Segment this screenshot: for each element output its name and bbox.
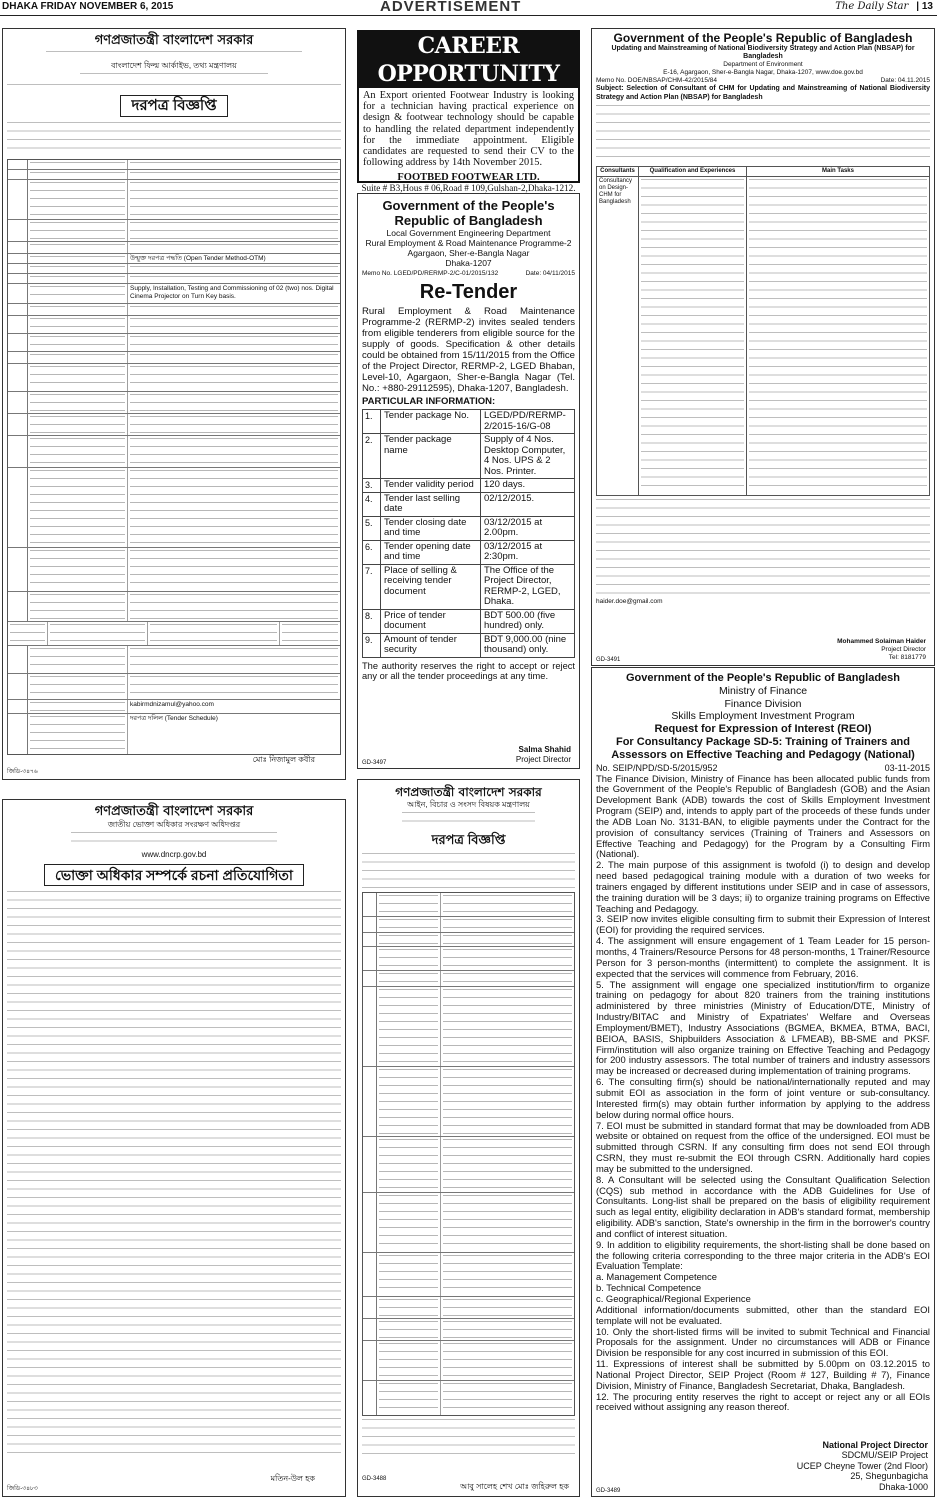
page-info: The Daily Star | 13 — [835, 1, 933, 12]
rt-table-row — [363, 634, 574, 657]
rt-heading: Re-Tender — [419, 281, 518, 303]
rt-row-number: 5. — [363, 517, 381, 540]
nb-table — [596, 166, 930, 496]
signatory: মোঃ নিজামুল কবীর — [252, 755, 315, 764]
rt-table-row — [363, 434, 574, 479]
re-division: Finance Division — [724, 697, 802, 710]
rt-row-key: Price of tender document — [381, 610, 481, 633]
ad-dept: বাংলাদেশ ফিল্ম আর্কাইভ, তথ্য মন্ত্রণালয় — [111, 61, 237, 70]
law-code: GD-3488 — [362, 1476, 387, 1482]
law-table — [362, 892, 575, 1416]
rt-row-number: 9. — [363, 634, 381, 657]
nb-address: E-16, Agargaon, Sher-e-Bangla Nagar, Dhaka-1207, www.doe.gov.bd — [663, 68, 863, 76]
rt-row-key: Tender package No. — [381, 410, 481, 433]
career-company: FOOTBED FOOTWEAR LTD. — [397, 172, 540, 184]
re-p9b: b. Technical Competence — [596, 1282, 702, 1294]
rt-date: Date: 04/11/2015 — [525, 270, 575, 277]
re-p1: The Finance Division, Ministry of Finance has been allocated public funds from the Government of the People's Republic of Bangladesh (GOB) and the Asian Development Bank (ADB) towards the cost of Skills Employment Investment Program (SEIP) and, intends to apply part of the proceeds of these funds under the ADB Loan No. 3131-BAN, to eligible payments under the Contract for the provision of consultancy services (Training of Trainers and Assessors on Effective Teaching and Pedagogy) for the Program by a Consulting Firm (National). — [596, 772, 930, 860]
re-p4: 4. The assignment will ensure engagement of 1 Team Leader for 15 person-months, 4 Trainers/Resource Persons for 48 person-months, 1 Trainer/Resource Person for 3 person-months (intermittent) to complete the assignment. It is expected that the services will commence from February, 2016. — [596, 935, 931, 979]
re-sig-1: National Project Director — [822, 1439, 928, 1450]
re-p9c: c. Geographical/Regional Experience — [596, 1293, 751, 1304]
ad-nbsap — [591, 28, 935, 666]
ad-intro — [7, 122, 341, 156]
nb-project: Updating and Mainstreaming of National Biodiversity Strategy and Action Plan (NBSAP) for Bangladesh — [611, 45, 915, 60]
rt-title-1: Government of the People's — [382, 198, 555, 213]
tender-table — [7, 159, 341, 755]
re-p11: 11. Expressions of interest shall be submitted by 5.00pm on 03.12.2015 to National Project Director, SEIP Project (Room # 127, Building # 7), Finance Division, Ministry of Finance, Bangladesh Secretariat, Dhaka, Bangladesh. — [596, 1358, 930, 1391]
rt-table-row — [363, 541, 574, 565]
re-program: Skills Employment Investment Program — [671, 710, 855, 722]
ad-address — [80, 73, 268, 81]
nb-signatory-title: Project Director — [881, 646, 926, 653]
re-sig-3: UCEP Cheyne Tower (2nd Floor) — [796, 1460, 928, 1471]
ad-law-ministry-tender — [357, 779, 580, 1497]
ad-consumer-rights — [2, 799, 346, 1497]
masthead — [0, 0, 937, 16]
ad-career-opportunity — [357, 30, 580, 194]
rt-row-value: 03/12/2015 at 2.00pm. — [484, 516, 543, 538]
law-subline — [402, 812, 535, 828]
ad-film-archive-tender — [2, 28, 346, 780]
re-sig-4: 25, Shegunbagicha — [850, 1471, 928, 1481]
re-p2: 2. The main purpose of this assignment is twofold (i) to design and develop need based pedagogical training module with a duration of two weeks for trainers engaged by different institutions under SEIP and in case of assessors, the training duration will be 3 days; ii) to organize training programs on Effective Teaching and Pedagogy. — [596, 859, 930, 914]
nb-intro — [596, 105, 930, 163]
nb-col-qual: Qualification and Experiences — [639, 167, 746, 177]
nb-tel: Tel: 8181779 — [888, 654, 926, 661]
newspaper-logo: The Daily Star — [835, 1, 909, 12]
re-title: Government of the People's Republic of Bangladesh — [626, 672, 900, 684]
ad-re-tender — [357, 193, 580, 769]
rt-row-value: BDT 9,000.00 (nine thousand) only. — [484, 633, 567, 655]
rt-row-number: 1. — [363, 410, 381, 433]
page-number: 13 — [921, 1, 933, 12]
rt-table-row — [363, 610, 574, 634]
rt-row-key: Place of selling & receiving tender document — [381, 565, 481, 609]
rt-row-key: Tender closing date and time — [381, 517, 481, 540]
cr-address — [71, 832, 276, 848]
rt-table-row — [363, 517, 574, 541]
rt-row-key: Tender validity period — [381, 479, 481, 492]
cr-web: www.dncrp.gov.bd — [141, 850, 207, 859]
method-cell: উন্মুক্ত দরপত্র পদ্ধতি (Open Tender Method-OTM) — [130, 255, 266, 262]
rt-programme: Rural Employment & Road Maintenance Programme-2 — [365, 238, 572, 248]
re-heading-2: For Consultancy Package SD-5: Training of Trainers and Assessors on Effective Teaching and Pedagogy (National) — [611, 735, 915, 761]
rt-row-value: 02/12/2015. — [484, 492, 535, 504]
career-heading: CAREER OPPORTUNITY — [359, 32, 578, 88]
rt-row-value: 03/12/2015 at 2:30pm. — [484, 540, 543, 562]
re-p7: 7. EOI must be submitted in standard format that may be downloaded from ADB website or obtained on request from the office of the undersigned. EOI must be submitted through CSRN. If any consulting firm does not send EOI through CSRN, they must re-submit the EOI through CSRN. Additionally hard copies may be submitted to the undersigned. — [596, 1119, 930, 1174]
ad-subline — [46, 51, 303, 59]
cr-title: ভোক্তা অধিকার সম্পর্কে রচনা প্রতিযোগিতা — [44, 864, 304, 886]
re-p6: 6. The consulting firm(s) should be national/internationally reputed and may submit EOI as association in the form of joint venture or sub-consultancy. Interested firm(s) may obtain further information by applying to the address below during normal office hours. — [596, 1076, 930, 1120]
rt-row-number: 2. — [363, 434, 381, 478]
item-cell: Supply, Installation, Testing and Commissioning of 02 (two) nos. Digital Cinema Projector on Turn Key basis. — [130, 285, 334, 300]
rt-row-number: 4. — [363, 493, 381, 516]
re-ministry: Ministry of Finance — [718, 685, 808, 697]
nb-email: haider.doe@gmail.com — [596, 598, 663, 606]
re-date: 03-11-2015 — [884, 762, 930, 773]
nb-instructions — [596, 499, 930, 595]
rt-table-row — [363, 479, 574, 493]
rt-city: Dhaka-1207 — [445, 258, 492, 268]
nb-title: Government of the People's Republic of Bangladesh — [613, 31, 913, 45]
nb-memo: Memo No. DOE/NBSAP/CHM-42/2015/84 — [596, 77, 718, 84]
law-org: গণপ্রজাতন্ত্রী বাংলাদেশ সরকার — [395, 785, 542, 799]
rt-row-number: 3. — [363, 479, 381, 492]
re-code: GD-3489 — [596, 1488, 621, 1494]
rt-row-number: 8. — [363, 610, 381, 633]
ad-reoi — [591, 667, 935, 1497]
nb-col-consultants: Consultants — [597, 167, 638, 177]
law-intro — [362, 853, 575, 889]
re-p9a: a. Management Competence — [596, 1271, 717, 1283]
dateline: DHAKA FRIDAY NOVEMBER 6, 2015 — [2, 1, 174, 12]
law-notes — [362, 1419, 575, 1459]
rt-particular-heading: PARTICULAR INFORMATION: — [362, 396, 496, 407]
rt-signatory-title: Project Director — [515, 754, 571, 764]
re-p12: 12. The procuring entity reserves the right to accept or reject any or all EOIs received without assigning any reason thereof. — [596, 1390, 930, 1413]
section-title: ADVERTISEMENT — [380, 0, 522, 15]
cr-signatory: মতিন-উল হক — [270, 1474, 315, 1483]
re-p5: 5. The assignment will engage one specialized institution/firm to organize training on pedagogy for about 820 trainers from the training institutions administered by three ministries (Ministry of Education/DTE, Ministry of Industry/BITAC and Ministry of Expatriates' Welfare and Overseas Employment/BMET), Industry Associations (BGMEA, BKMEA, BTMA, BACI, BEIOA, BASIS, Shipbuilders Association & LFMEAB), BB-SME and PKSF. Firm/institution will also organize training on Effective Teaching and Pedagogy for 200 industry assessors. The total number of trainers and industry assessors may be increased or decreased during implementation of training programs. — [596, 978, 930, 1077]
rt-table-row — [363, 493, 574, 517]
re-heading-1: Request for Expression of Interest (REOI) — [654, 722, 872, 735]
re-p9d: Additional information/documents submitted, other than the standard EOI template will not be evaluated. — [596, 1303, 930, 1326]
ad-memo — [7, 84, 341, 90]
re-memo: No. SEIP/NPD/SD-5/2015/952 — [596, 762, 718, 773]
nb-signatory: Mohammed Solaiman Haider — [837, 638, 926, 645]
ad-org: গণপ্রজাতন্ত্রী বাংলাদেশ সরকার — [94, 33, 254, 48]
rt-footer: The authority reserves the right to accept or reject any or all the tender proceedings at any time. — [362, 660, 575, 681]
nb-subject: Subject: Selection of Consultant of CHM for Updating and Mainstreaming of National Biodiversity Strategy and Action Plan (NBSAP) for Bangladesh — [596, 85, 930, 101]
rt-dept: Local Government Engineering Department — [386, 228, 551, 238]
rt-table-row — [363, 410, 574, 434]
ad-title: দরপত্র বিজ্ঞপ্তি — [120, 95, 227, 117]
rt-row-value: LGED/PD/RERMP-2/2015-16/G-08 — [484, 410, 566, 432]
re-p10: 10. Only the short-listed firms will be invited to submit Technical and Financial Proposals for the assignment. Under no circumstances will ADB or Finance Division be responsible for any cost incurred in submission of this EOI. — [596, 1325, 930, 1359]
nb-code: GD-3491 — [596, 657, 621, 663]
rt-row-value: BDT 500.00 (five hundred) only. — [484, 609, 556, 631]
rt-code: GD-3497 — [362, 760, 387, 766]
rt-row-key: Tender opening date and time — [381, 541, 481, 564]
rt-memo: Memo No. LGED/PD/RERMP-2/C-01/2015/132 — [362, 270, 499, 277]
rt-title-2: Republic of Bangladesh — [394, 213, 543, 228]
career-body: An Export oriented Footwear Industry is looking for a technician having practical experience on design & footwear technology should be capable to handling the related department independently for the immediate appointment. Eligible candidates are requested to send their CV to the following address by 14th November 2015. — [363, 90, 574, 169]
rt-row-value: Supply of 4 Nos. Desktop Computer, 4 Nos. UPS & 2 Nos. Printer. — [484, 434, 566, 477]
ad-code: জিডি-৩৪৭৬ — [7, 769, 38, 775]
rt-row-value: The Office of the Project Director, RERMP-2, LGED, Dhaka. — [484, 564, 561, 607]
nb-col-tasks: Main Tasks — [747, 167, 929, 177]
rt-signatory: Salma Shahid — [518, 745, 571, 754]
re-sig-5: Dhaka-1000 — [878, 1481, 928, 1492]
re-sig-2: SDCMU/SEIP Project — [841, 1450, 928, 1460]
email-cell: kabirmdnizamul@yahoo.com — [130, 701, 214, 708]
law-title: দরপত্র বিজ্ঞপ্তি — [431, 832, 506, 847]
schedule-note: দরপত্র দলিল (Tender Schedule) — [130, 715, 218, 722]
re-p3: 3. SEIP now invites eligible consulting firm to submit their Expression of Interest (EOI) for providing the required services. — [596, 913, 930, 936]
re-p8: 8. A Consultant will be selected using the Consultant Qualification Selection (CQS) sub method in accordance with the ADB Guidelines for Use of Consultants. Long-list shall be prepared on the basis of eligibility requirement such as legal entity, eligibility declaration in ADB's standard format, membership eligibility. ADB's sanction, State's ownership in the firm in the borrower's country and conflict of interest situation. — [596, 1173, 930, 1239]
nb-date: Date: 04.11.2015 — [880, 77, 930, 84]
law-dept: আইন, বিচার ও সংসদ বিষয়ক মন্ত্রণালয় — [407, 800, 530, 809]
rt-address: Agargaon, Sher-e-Bangla Nagar — [407, 248, 530, 258]
rt-table-row — [363, 565, 574, 610]
rt-row-key: Amount of tender security — [381, 634, 481, 657]
rt-table — [362, 409, 575, 658]
law-signatory: আবু সালেহ শেখ মোঃ জহিরুল হক — [460, 1482, 569, 1491]
nb-dept: Department of Environment — [723, 61, 803, 68]
re-p9: 9. In addition to eligibility requirements, the short-listing shall be done based on the following criteria corresponding to the three major criteria in the ADB's EOI Evaluation Template: — [596, 1238, 930, 1272]
cr-body — [7, 891, 341, 1459]
nb-consultant: Consultancy on Design-CHM for Bangladesh — [599, 178, 633, 206]
cr-dept: জাতীয় ভোক্তা অধিকার সংরক্ষণ অধিদপ্তর — [107, 820, 241, 829]
cr-code: জিডি-৩৪৮৩ — [7, 1486, 38, 1492]
rt-row-key: Tender last selling date — [381, 493, 481, 516]
career-address: Suite # B3,Hous # 06,Road # 109,Gulshan-2,Dhaka-1212. — [361, 183, 576, 194]
rt-row-number: 6. — [363, 541, 381, 564]
rt-row-value: 120 days. — [484, 479, 526, 490]
cr-org: গণপ্রজাতন্ত্রী বাংলাদেশ সরকার — [94, 804, 254, 819]
rt-row-key: Tender package name — [381, 434, 481, 478]
rt-body: Rural Employment & Road Maintenance Programme-2 (RERMP-2) invites sealed tenders from eligible tenderers from eligible source for the supply of goods. Specification & other details could be obtained from 15/11/2015 from the Office of the Project Director, RERMP-2, LGED Bhaban, Level-10, Agargaon, Sher-e-Bangla Nagar (Tel. No.: +880-29112595), Dhaka-1207, Bangladesh. — [362, 306, 575, 394]
rt-row-number: 7. — [363, 565, 381, 609]
